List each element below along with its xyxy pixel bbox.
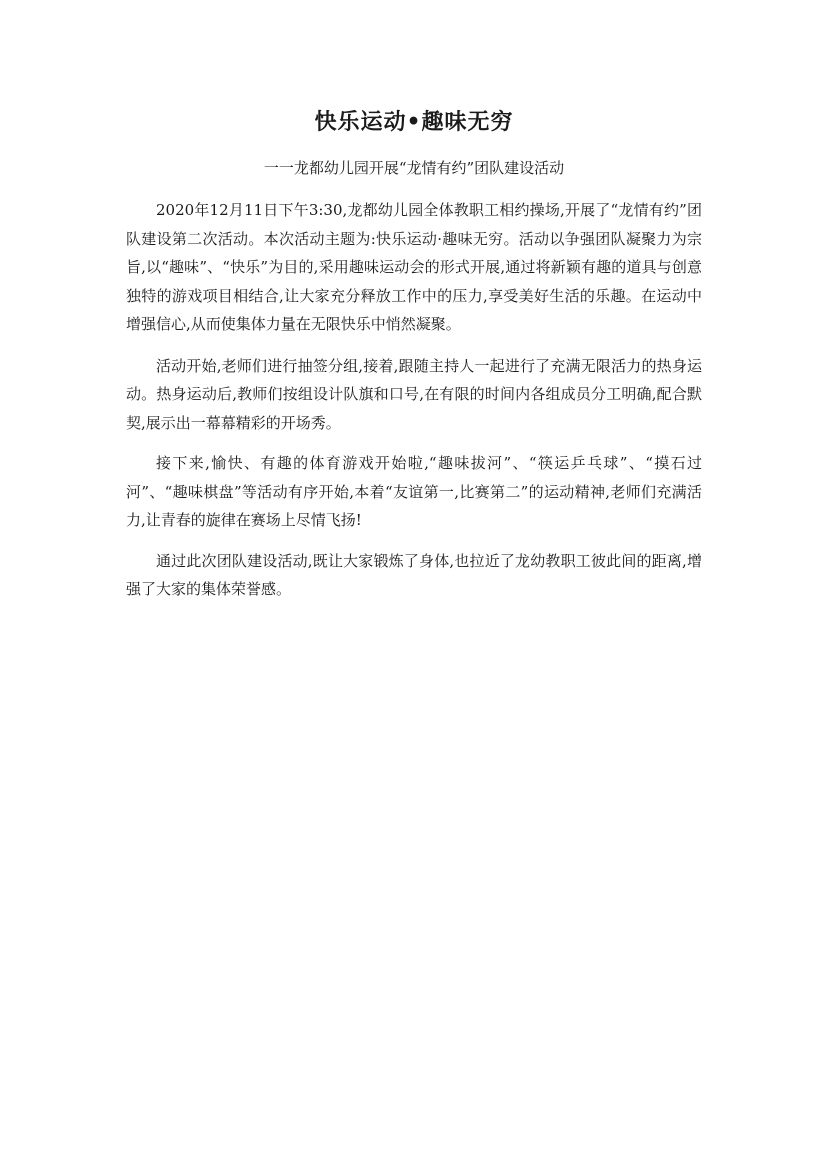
- article-body: [126, 102, 702, 604]
- page-subtitle: 一一龙都幼儿园开展“龙情有约”团队建设活动: [263, 159, 565, 177]
- paragraph-conclusion: 通过此次团队建设活动,既让大家锻炼了身体,也拉近了龙幼教职工彼此间的距离,增强了大家的集体荣誉感。: [126, 551, 702, 598]
- paragraph-games: 接下来,愉快、有趣的体育游戏开始啦,“趣味拔河”、“筷运乒乓球”、“摸石过河”、“趣味棋盘”等活动有序开始,本着“友谊第一,比赛第二”的运动精神,老师们充满活力,让青春的旋律在赛场上尽情飞扬!: [126, 454, 702, 529]
- page-title: 快乐运动•趣味无穷: [314, 109, 514, 135]
- paragraph-warmup: 活动开始,老师们进行抽签分组,接着,跟随主持人一起进行了充满无限活力的热身运动。热身运动后,教师们按组设计队旗和口号,在有限的时间内各组成员分工明确,配合默契,展示出一幕幕精彩的开场秀。: [126, 356, 702, 432]
- paragraph-intro: 2020年12月11日下午3:30,龙都幼儿园全体教职工相约操场,开展了“龙情有约”团队建设第二次活动。本次活动主题为:快乐运动·趣味无穷。活动以争强团队凝聚力为宗旨,以“趣味”、“快乐”为目的,采用趣味运动会的形式开展,通过将新颖有趣的道具与创意独特的游戏项目相结合,让大家充分释放工作中的压力,享受美好生活的乐趣。在运动中增强信心,从而使集体力量在无限快乐中悄然凝聚。: [126, 201, 702, 333]
